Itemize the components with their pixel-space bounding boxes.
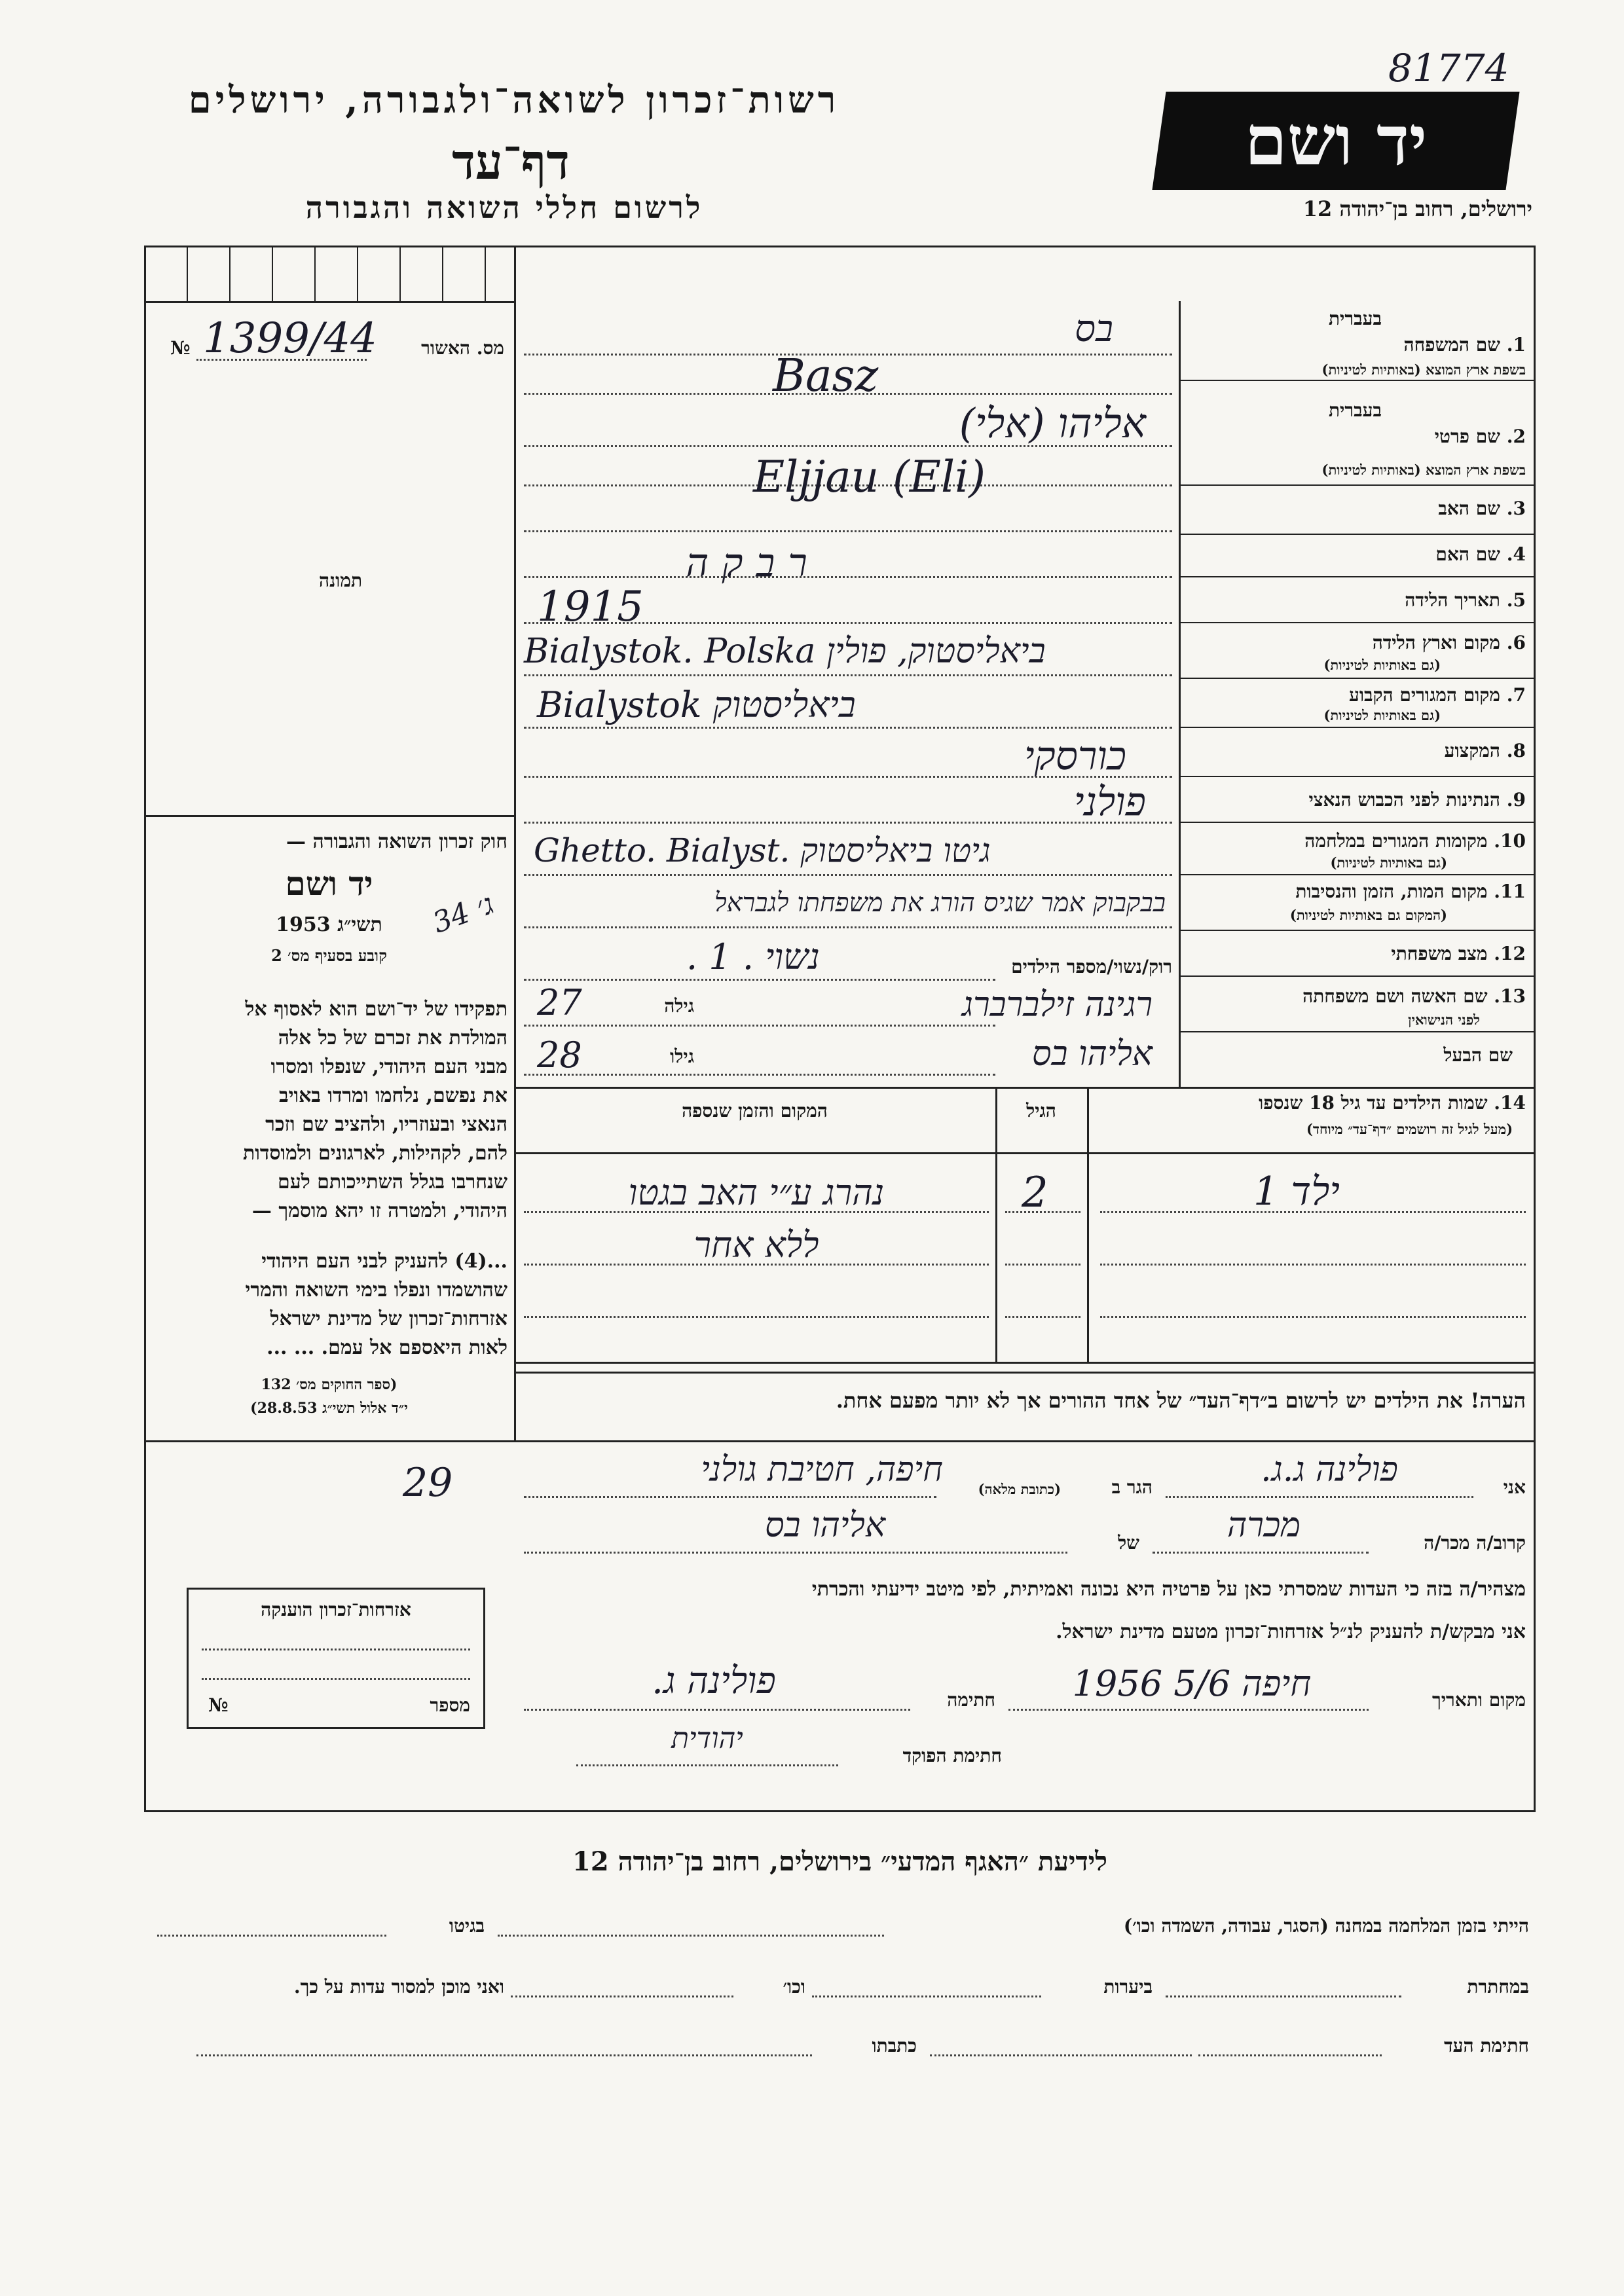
field-5-label: 5. תאריך הלידה [1405, 589, 1526, 611]
form-subtitle: לרשום חללי השואה והגבורה [305, 190, 703, 225]
address-line: ירושלים, רחוב בן־יהודה 12 [1302, 196, 1532, 221]
field-1-note: בשפת ארץ המוצא (באותיות לטיניות) [1321, 361, 1526, 378]
bottom-line2-underground: במחתרת [1467, 1976, 1529, 1997]
law-clause4-line: אזרחות־זכרון של מדינת ישראל [270, 1307, 507, 1330]
law-body-line: היהודי, ולמטרה זו יהא מוסמך — [251, 1199, 507, 1222]
field-13-note: לפני הנישואין [1408, 1011, 1480, 1028]
wife-name-value: רגינה זילברברג [961, 985, 1153, 1025]
of-value: אליהו בס [764, 1506, 886, 1545]
registration-no-symbol: № [170, 337, 191, 359]
birth-date-value: 1915 [537, 583, 644, 631]
witness-name-value: פולינה ג.ג. [1261, 1450, 1398, 1489]
bottom-line3-witness-signature: חתימת העד [1444, 2035, 1529, 2056]
law-body-line: את נפשם, נלחמו ומרדו באויב [279, 1084, 507, 1107]
place-date-value: חיפה 5/6 1956 [1072, 1663, 1312, 1704]
profession-value: כורסקי [1024, 733, 1126, 779]
law-name: יד ושם [285, 864, 373, 903]
declaration-text: מצהיר/ה בזה כי העדות שמסרתי כאן על פרטיה היא נכונה ואמיתית, לפי מיטב ידיעתי והכרתי [811, 1578, 1526, 1601]
registration-label: מס. האשור [421, 337, 504, 359]
child-1-age: 2 [1022, 1169, 1048, 1217]
bottom-line2-etc: וכו׳ [783, 1976, 805, 1997]
photo-label: תמונה [318, 570, 363, 591]
full-address-note: (כתובת מלאה) [978, 1481, 1061, 1497]
field-13-label: 13. שם האשה ושם משפחתה [1302, 985, 1526, 1007]
field-2-label: 2. שם פרטי [1434, 426, 1526, 447]
mother-name-value: רבקה [686, 540, 821, 586]
field-10-label: 10. מקומות המגורים במלחמה [1304, 830, 1526, 852]
of-label: של [1118, 1532, 1139, 1554]
children-header-note: (מעל לגיל זה רושמים ״דף־עד״ מיוחד) [1306, 1121, 1513, 1137]
wife-age-value: 27 [537, 982, 582, 1023]
law-source-1: (ספר החוקים מס׳ 132 [261, 1376, 397, 1393]
law-body-line: הנאצי ובעוזריו, ולהציב שם וזכר [265, 1113, 507, 1136]
marital-status-value: נשוי . 1 . [686, 936, 820, 977]
law-clause4-line: שהושמדו ונפלו בימי השואה והמרי [245, 1279, 507, 1302]
resides-label: הגר ב [1111, 1476, 1153, 1498]
birth-place-value: Bialystok. Polska ביאליסטוק, פולין [524, 632, 1046, 671]
witness-address-value: חיפה, חטיבת גולני [701, 1450, 943, 1489]
wartime-residence-value: Ghetto. Bialyst. גיטו ביאליסטוק [534, 831, 991, 869]
child-2-place: ללא אחר [693, 1224, 819, 1266]
field-2-note: בשפת ארץ המוצא (באותיות לטיניות) [1321, 462, 1526, 478]
law-source-2: י״ד אלול תשי״ג 28.8.53) [250, 1400, 408, 1417]
law-title: חוק זכרון השואה והגבורה — [286, 830, 507, 853]
residence-value: Bialystok ביאליסטוק [537, 684, 856, 725]
place-date-label: מקום ותאריך [1431, 1689, 1526, 1711]
field-9-label: 9. הנתינות לפני הכבוש הנאצי [1308, 789, 1526, 811]
officer-signature-value: יהודית [671, 1722, 743, 1755]
wife-age-label: גילה [664, 995, 694, 1017]
husband-name-value: אליהו בס [1031, 1034, 1153, 1074]
bottom-line3-address: כתבתו [872, 2035, 917, 2056]
archive-reference-number: 81774 [1388, 46, 1509, 90]
husband-age-value: 28 [537, 1034, 582, 1076]
surname-latin-value: Basz [773, 350, 879, 402]
citizenship-box-number-label: מספר [430, 1694, 470, 1716]
citizenship-granted-box [187, 1588, 485, 1729]
first-name-latin-value: Eljjau (Eli) [753, 452, 986, 502]
marital-status-sublabel: רוק/נשוי/מספר הילדים [1011, 956, 1172, 977]
law-clause4-line: לאות היאספם אל עמם. ... ... [267, 1336, 507, 1359]
children-header-age: הגיל [1026, 1100, 1056, 1121]
law-body-line: מבני העם היהודי, שנפלו ומסרו [270, 1055, 507, 1078]
field-11-label: 11. מקום המות, הזמן והנסיבות [1295, 881, 1526, 902]
law-body-line: המולדת את זכרם של כל אלה [278, 1027, 507, 1049]
husband-age-label: גילו [670, 1046, 694, 1067]
field-3-label: 3. שם האב [1438, 498, 1526, 519]
signature-label: חתימה [947, 1689, 995, 1711]
officer-signature-label: חתימת הפוקד [902, 1745, 1002, 1766]
relative-value: מכרה [1227, 1506, 1301, 1545]
field-12-label: 12. מצב משפחתי [1391, 943, 1526, 964]
husband-name-label: שם הבעל [1443, 1044, 1513, 1066]
field-6-note: (גם באותיות לטיניות) [1323, 657, 1441, 673]
surname-hebrew-value: בס [1075, 308, 1113, 350]
death-circumstances-value: בבקבוק אמר שגיס הורג את משפחתו לגבראל [714, 888, 1166, 918]
form-title: דף־עד [452, 134, 570, 191]
signature-value: פולינה ג. [652, 1660, 776, 1702]
logo-text: יד ושם [1244, 100, 1428, 181]
law-body [151, 995, 507, 1226]
citizenship-box-no: № [208, 1694, 229, 1716]
bottom-title: לידיעת ״האגף המדעי״ בירושלים, רחוב בן־יהודה 12 [572, 1846, 1107, 1877]
law-body-line: שנחרבו בגלל השתייכותם לעם [278, 1171, 507, 1194]
law-clause4-line: ...(4) להעניק לבני העם היהודי [261, 1250, 507, 1273]
field-7-label: 7. מקום המגורים הקבוע [1349, 684, 1526, 706]
law-body-line: תפקידו של יד־ושם הוא לאסוף אל [245, 998, 507, 1021]
house-number-value: 29 [403, 1460, 453, 1506]
child-1-name: ילד 1 [1253, 1169, 1340, 1214]
children-header-place: המקום והזמן שנספה [682, 1100, 828, 1121]
field-7-note: (גם באותיות לטיניות) [1323, 707, 1441, 723]
children-header-names: 14. שמות הילדים עד גיל 18 שנספו [1259, 1092, 1526, 1114]
law-body-line: להם, לקהילות, לארגונים ולמוסדות [242, 1142, 507, 1165]
testimony-i-label: אני [1503, 1476, 1526, 1498]
request-text: אני מבקש/ת להעניק לנ״ל אזרחות־זכרון מטעם מדינת ישראל. [1056, 1620, 1526, 1643]
law-margin-note: ג׳ 34 [428, 887, 498, 940]
child-1-place: נהרג ע״י האב בגטו [628, 1172, 885, 1213]
field-4-label: 4. שם האם [1435, 543, 1526, 565]
law-clause-ref: קובע בסעיף מס׳ 2 [271, 946, 387, 965]
registration-number-value: 1399/44 [203, 314, 377, 363]
relative-label: קרוב/ה מכר/ה [1424, 1532, 1526, 1554]
field-10-note: (גם באותיות לטיניות) [1330, 854, 1447, 871]
children-note: הערה! את הילדים יש לרשום ב״דף־העד״ של אחד ההורים אך לא יותר מפעם אחת. [836, 1388, 1526, 1413]
yad-vashem-logo [1152, 92, 1519, 190]
bottom-line2-forests: ביערות [1103, 1976, 1153, 1997]
field-8-label: 8. המקצוע [1444, 740, 1526, 761]
bottom-line2-ready: ואני מוכן למסור עדות על כך. [293, 1976, 504, 1997]
law-year: תשי״ג 1953 [276, 913, 382, 936]
field-1-label: 1. שם המשפחה [1403, 334, 1526, 355]
field-6-label: 6. מקום וארץ הלידה [1372, 632, 1526, 653]
citizenship-box-title: אזרחות־זכרון הוענקה [261, 1599, 411, 1620]
bottom-line1-ghetto: בגיטו [449, 1915, 485, 1937]
field-11-note: (המקום גם באותיות לטיניות) [1289, 907, 1447, 923]
bottom-line1-camp: הייתי בזמן המלחמה במחנה (הסגר, עבודה, השמדה וכו׳) [1123, 1915, 1529, 1937]
authority-line: רשות־זכרון לשואה־ולגבורה, ירושלים [188, 79, 840, 122]
field-1-hebrew-tag: בעברית [1328, 308, 1382, 329]
law-clause4 [151, 1247, 507, 1362]
nationality-value: פולני [1073, 779, 1146, 825]
field-2-hebrew-tag: בעברית [1328, 399, 1382, 421]
first-name-hebrew-value: אליהו (אלי) [959, 399, 1146, 447]
